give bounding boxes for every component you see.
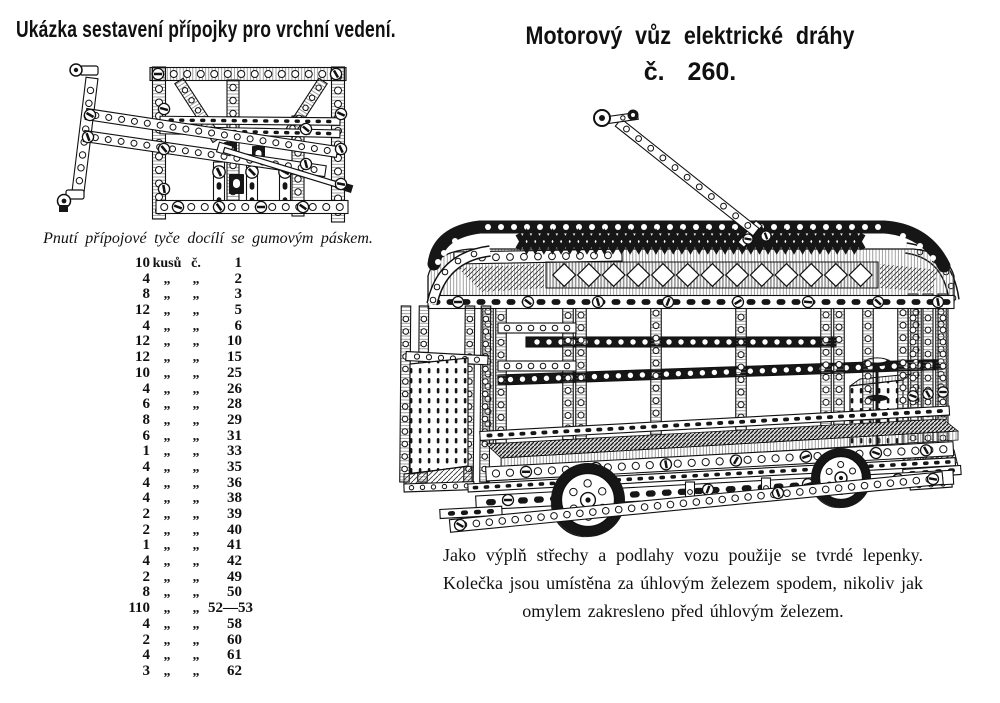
part-qty: 6: [142, 396, 150, 413]
parts-list-row: [104, 476, 242, 492]
unit-mark: „: [163, 334, 171, 350]
connector-figure-caption: Pnutí přípojové tyče docílí se gumovým páskem.: [43, 230, 373, 247]
parts-list-row: [104, 600, 253, 617]
number-mark: „: [192, 663, 200, 679]
part-qty: 4: [142, 647, 150, 664]
part-number: 60: [227, 631, 242, 648]
number-mark: „: [192, 569, 200, 585]
tram-figure: [398, 106, 990, 540]
number-mark: „: [192, 381, 200, 397]
part-number: 41: [227, 537, 242, 554]
number-mark: „: [192, 334, 200, 350]
parts-list-row: [104, 554, 242, 570]
number-mark: „: [192, 648, 200, 664]
part-number: 38: [227, 490, 242, 507]
parts-list-row: [104, 507, 242, 523]
parts-list-row: [104, 287, 242, 303]
unit-mark: „: [163, 569, 171, 585]
part-number: 31: [227, 427, 242, 444]
part-number: 5: [234, 302, 242, 319]
number-mark: „: [192, 412, 200, 428]
tram-title-line1: Motorový vůz elektrické dráhy: [525, 22, 855, 50]
unit-mark: „: [163, 397, 171, 413]
unit-mark: „: [163, 538, 171, 554]
tram-title-line2: č. 260.: [643, 58, 737, 86]
number-mark: „: [192, 350, 200, 366]
number-mark: „: [192, 271, 200, 287]
part-qty: 1: [142, 443, 150, 460]
part-qty: 4: [142, 380, 150, 397]
part-qty: 4: [142, 474, 150, 491]
part-number: 52—53: [208, 600, 253, 617]
unit-mark: „: [163, 507, 171, 522]
part-qty: 6: [142, 427, 150, 444]
tram-title: [452, 22, 928, 87]
part-number: 50: [227, 584, 242, 601]
unit-mark: „: [163, 522, 171, 538]
part-qty: 4: [142, 490, 150, 507]
part-qty: 12: [135, 302, 150, 319]
part-qty: 110: [128, 600, 150, 617]
parts-list-row: [104, 429, 242, 445]
parts-list-row: [104, 664, 242, 680]
number-mark: „: [192, 459, 200, 475]
unit-mark: „: [163, 475, 171, 491]
part-qty: 4: [142, 270, 150, 287]
parts-list-row: [104, 491, 242, 507]
connector-assembly-figure: [26, 54, 378, 224]
parts-list-row: [104, 382, 242, 398]
unit-mark: „: [163, 381, 171, 397]
parts-list-row: [104, 523, 242, 539]
part-number: 15: [227, 349, 242, 366]
parts-list-row: [104, 397, 242, 413]
part-qty: 2: [142, 521, 150, 538]
part-qty: 3: [142, 662, 150, 679]
part-qty: 2: [142, 568, 150, 585]
unit-mark: „: [163, 350, 171, 366]
part-number: 29: [227, 411, 242, 428]
number-mark: „: [192, 632, 200, 648]
part-qty: 1: [142, 537, 150, 554]
number-mark: „: [192, 491, 200, 507]
part-qty: 4: [142, 615, 150, 632]
parts-list-row: [104, 444, 242, 460]
left-section-title: Ukázka sestavení přípojky pro vrchní vedení.: [16, 16, 396, 42]
unit-mark: „: [163, 365, 171, 381]
number-mark: „: [192, 522, 200, 538]
unit-mark: „: [163, 459, 171, 475]
part-number: 58: [227, 615, 242, 632]
part-qty: 4: [142, 553, 150, 570]
unit-mark: „: [163, 663, 171, 679]
unit-mark: „: [163, 601, 171, 617]
part-qty: 12: [135, 349, 150, 366]
number-mark: „: [192, 365, 200, 381]
parts-list-row: [104, 585, 242, 601]
unit-mark: „: [163, 412, 171, 428]
unit-mark: „: [163, 491, 171, 507]
part-qty: 2: [142, 506, 150, 522]
part-number: 6: [234, 317, 242, 334]
parts-list-row: [104, 617, 242, 633]
unit-mark: „: [163, 318, 171, 334]
parts-list-row: [104, 272, 242, 288]
part-qty: 8: [142, 286, 150, 303]
unit-mark: „: [163, 648, 171, 664]
unit-mark: kusů: [152, 256, 182, 271]
part-number: 35: [227, 458, 242, 475]
parts-list-row: [104, 633, 242, 649]
part-number: 33: [227, 443, 242, 460]
parts-list-row: [104, 319, 242, 335]
parts-list-row: [104, 366, 242, 382]
unit-mark: „: [163, 428, 171, 444]
part-number: 36: [227, 474, 242, 491]
part-number: 62: [227, 662, 242, 679]
parts-list-row: [104, 350, 242, 366]
part-number: 25: [227, 364, 242, 381]
unit-mark: „: [163, 554, 171, 570]
part-number: 42: [227, 553, 242, 570]
unit-mark: „: [163, 303, 171, 319]
parts-list-row: [104, 648, 242, 664]
part-number: 26: [227, 380, 242, 397]
part-number: 40: [227, 521, 242, 538]
number-mark: „: [192, 475, 200, 491]
part-number: 2: [234, 270, 242, 287]
number-mark: „: [192, 287, 200, 303]
unit-mark: „: [163, 287, 171, 303]
parts-list-row: [104, 413, 242, 429]
number-mark: „: [192, 538, 200, 554]
part-number: 49: [227, 568, 242, 585]
part-qty: 10: [135, 364, 150, 381]
part-number: 39: [227, 506, 242, 522]
parts-list-row: [104, 538, 242, 554]
parts-list-row: [104, 303, 242, 319]
tram-note-paragraph: Jako výplň střechy a podlahy vozu použije se tvrdé lepenky. Kolečka jsou umístěna za úhlovým železem spodem, nikoliv jak omylem zakresleno před úhlovým železem.: [443, 545, 923, 621]
parts-list-row: [104, 256, 242, 272]
parts-list-row: [104, 570, 242, 586]
part-number: 61: [227, 647, 242, 664]
number-mark: „: [192, 507, 200, 522]
part-number: 10: [227, 333, 242, 350]
number-mark: č.: [191, 256, 201, 271]
parts-list-row: [104, 460, 242, 476]
unit-mark: „: [163, 271, 171, 287]
part-qty: 4: [142, 317, 150, 334]
part-qty: 12: [135, 333, 150, 350]
unit-mark: „: [163, 616, 171, 632]
number-mark: „: [192, 428, 200, 444]
unit-mark: „: [163, 632, 171, 648]
part-number: 28: [227, 396, 242, 413]
number-mark: „: [192, 616, 200, 632]
number-mark: „: [192, 318, 200, 334]
number-mark: „: [192, 444, 200, 460]
unit-mark: „: [163, 585, 171, 601]
parts-list: [104, 255, 253, 680]
number-mark: „: [192, 585, 200, 601]
part-qty: 8: [142, 584, 150, 601]
part-qty: 10: [135, 255, 150, 271]
part-qty: 2: [142, 631, 150, 648]
part-qty: 8: [142, 411, 150, 428]
part-qty: 4: [142, 458, 150, 475]
number-mark: „: [192, 303, 200, 319]
part-number: 1: [234, 255, 242, 271]
unit-mark: „: [163, 444, 171, 460]
part-number: 3: [234, 286, 242, 303]
number-mark: „: [192, 554, 200, 570]
parts-list-row: [104, 334, 242, 350]
number-mark: „: [192, 397, 200, 413]
number-mark: „: [192, 601, 200, 617]
